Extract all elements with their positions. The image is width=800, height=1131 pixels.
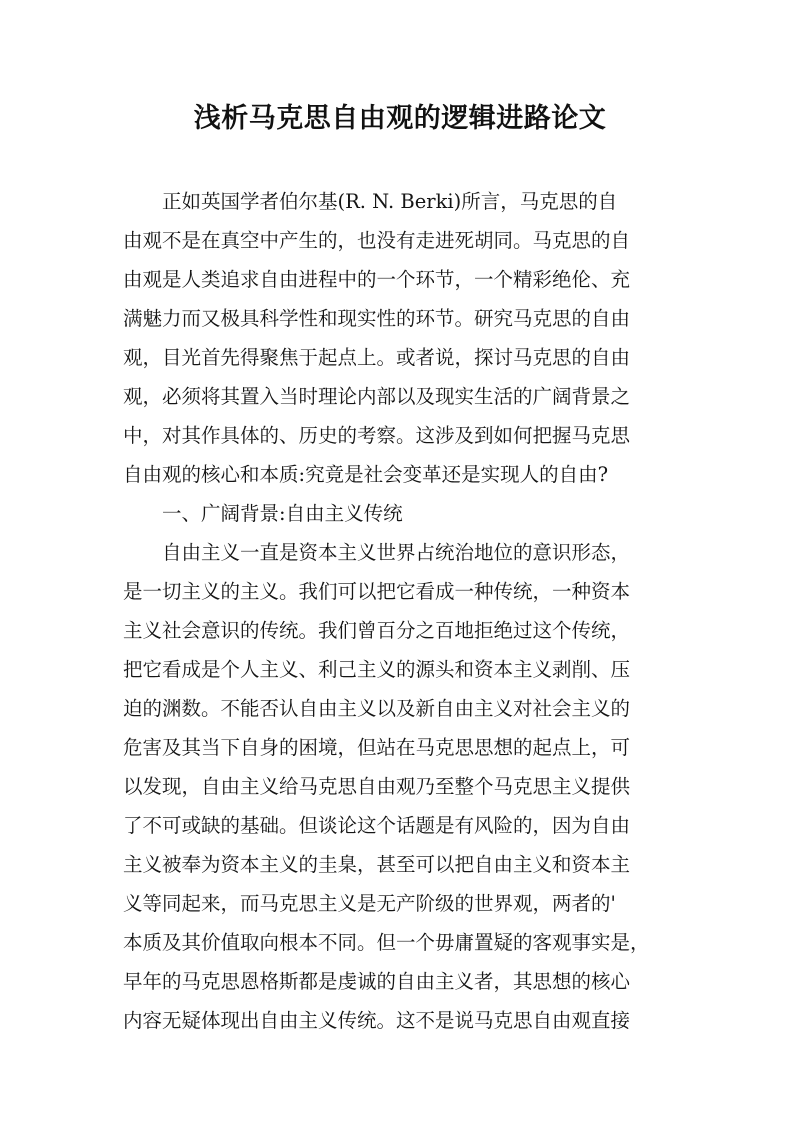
paragraph-line: 观，目光首先得聚焦于起点上。或者说，探讨马克思的自由 <box>123 346 631 369</box>
paragraph-line: 由观是人类追求自由进程中的一个环节，一个精彩绝伦、充 <box>123 268 631 291</box>
document-title: 浅析马克思自由观的逻辑进路论文 <box>193 103 607 134</box>
paragraph-line: 是一切主义的主义。我们可以把它看成一种传统，一种资本 <box>123 580 631 603</box>
paragraph-line: 正如英国学者伯尔基(R. N. Berki)所言，马克思的自 <box>123 190 618 213</box>
paragraph-line: 早年的马克思恩格斯都是虔诚的自由主义者，其思想的核心 <box>123 970 631 993</box>
paragraph-line: 了不可或缺的基础。但谈论这个话题是有风险的，因为自由 <box>123 814 631 837</box>
paragraph-line: 中，对其作具体的、历史的考察。这涉及到如何把握马克思 <box>123 424 631 447</box>
paragraph-line: 由观不是在真空中产生的，也没有走进死胡同。马克思的自 <box>123 229 631 252</box>
paragraph-line: 迫的渊数。不能否认自由主义以及新自由主义对社会主义的 <box>123 697 631 720</box>
paragraph-line: 本质及其价值取向根本不同。但一个毋庸置疑的客观事实是， <box>123 931 650 954</box>
paragraph-line: 把它看成是个人主义、利己主义的源头和资本主义剥削、压 <box>123 658 631 681</box>
paragraph-line: 观，必须将其置入当时理论内部以及现实生活的广阔背景之 <box>123 385 631 408</box>
paragraph-line: 危害及其当下自身的困境，但站在马克思思想的起点上，可 <box>123 736 631 759</box>
paragraph-line: 主义被奉为资本主义的圭臬，甚至可以把自由主义和资本主 <box>123 853 631 876</box>
paragraph-line: 内容无疑体现出自由主义传统。这不是说马克思自由观直接 <box>123 1009 631 1032</box>
paragraph-line: 以发现，自由主义给马克思自由观乃至整个马克思主义提供 <box>123 775 631 798</box>
paragraph-line: 义等同起来，而马克思主义是无产阶级的世界观，两者的' <box>123 892 616 915</box>
paragraph-line: 自由主义一直是资本主义世界占统治地位的意识形态， <box>123 541 631 564</box>
section-heading: 一、广阔背景:自由主义传统 <box>123 502 403 525</box>
paragraph-line: 主义社会意识的传统。我们曾百分之百地拒绝过这个传统， <box>123 619 631 642</box>
paragraph-line: 满魅力而又极具科学性和现实性的环节。研究马克思的自由 <box>123 307 631 330</box>
paragraph-line: 自由观的核心和本质:究竟是社会变革还是实现人的自由? <box>123 463 609 486</box>
